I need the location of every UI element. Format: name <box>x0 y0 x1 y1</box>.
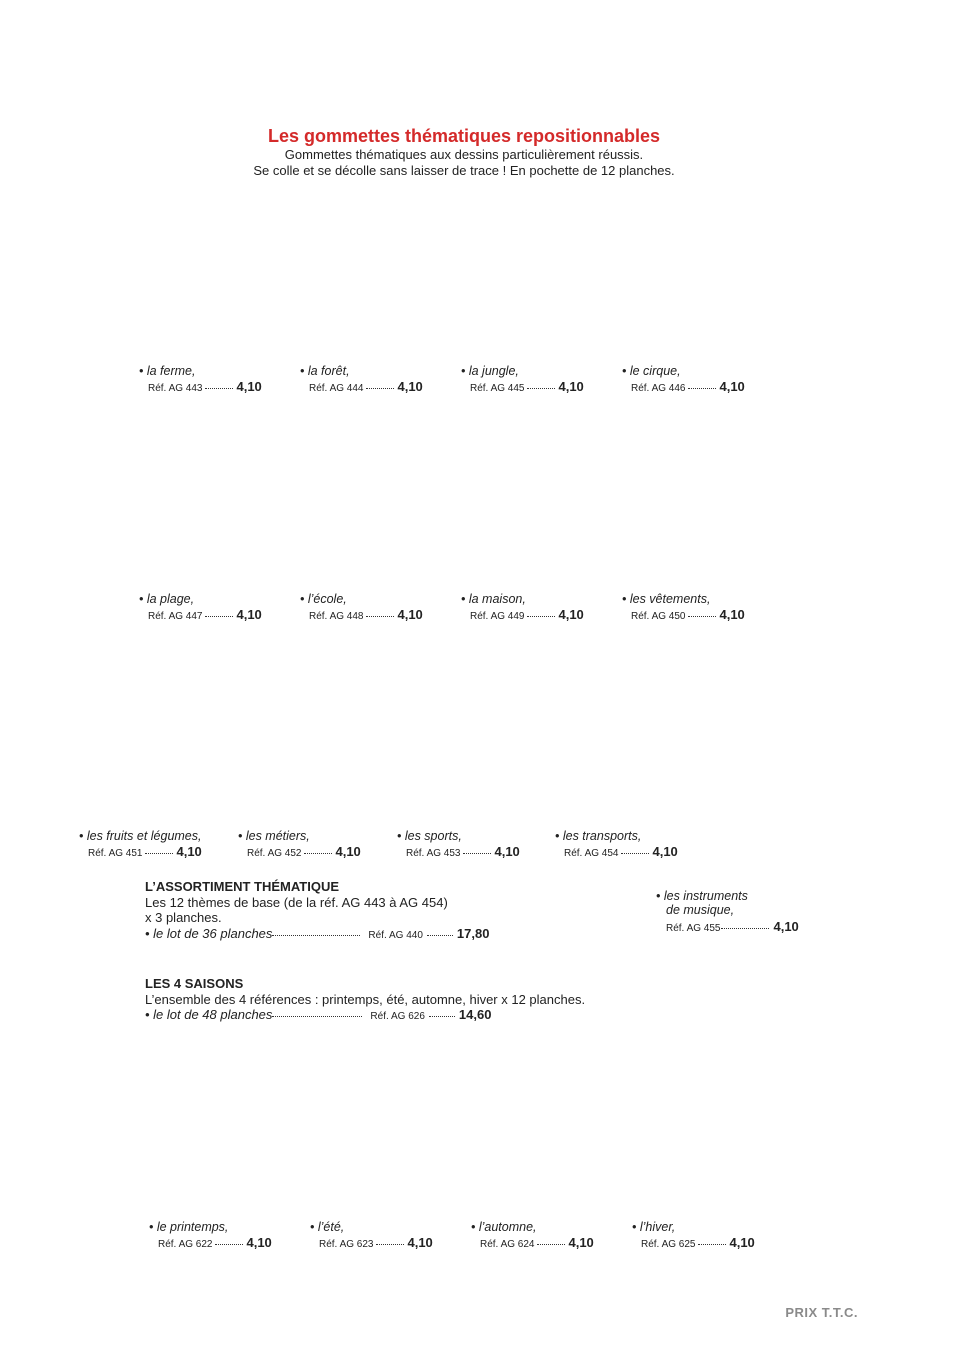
product-name: • la plage, <box>139 592 195 606</box>
product-name: • la jungle, <box>461 364 519 378</box>
product-name: • les instruments <box>656 889 748 903</box>
product-item <box>461 592 611 622</box>
product-ref-line <box>631 607 772 622</box>
product-price: 4,10 <box>407 1235 433 1250</box>
product-price: 4,10 <box>246 1235 272 1250</box>
product-ref-line <box>666 919 836 934</box>
product-ref-line <box>641 1235 782 1250</box>
product-item <box>149 1220 299 1250</box>
assortiment-line-2: x 3 planches. <box>145 910 222 925</box>
product-item <box>300 364 450 394</box>
product-item <box>238 829 388 859</box>
leader-dots <box>205 609 233 617</box>
lot-ref: Réf. AG 440 <box>368 930 423 941</box>
product-ref: Réf. AG 448 <box>309 611 364 622</box>
product-item <box>300 592 450 622</box>
product-ref-line <box>470 607 611 622</box>
product-ref: Réf. AG 622 <box>158 1239 213 1250</box>
product-name: • l’été, <box>310 1220 345 1234</box>
product-ref-line <box>247 844 388 859</box>
leader-dots <box>527 609 555 617</box>
product-price: 4,10 <box>558 607 584 622</box>
product-item <box>79 829 229 859</box>
leader-dots <box>376 1237 404 1245</box>
product-ref-line <box>148 379 289 394</box>
saisons-line-1: L’ensemble des 4 références : printemps, été, automne, hiver x 12 planches. <box>145 992 586 1007</box>
product-price: 4,10 <box>568 1235 594 1250</box>
leader-dots <box>215 1237 243 1245</box>
product-price: 4,10 <box>335 844 361 859</box>
product-ref: Réf. AG 447 <box>148 611 203 622</box>
leader-dots <box>688 381 716 389</box>
product-price: 4,10 <box>236 607 262 622</box>
product-item <box>632 1220 782 1250</box>
product-item <box>139 364 289 394</box>
product-price: 4,10 <box>719 607 745 622</box>
leader-dots <box>272 928 360 936</box>
product-name: • l’école, <box>300 592 347 606</box>
leader-dots <box>463 846 491 854</box>
lot-ref: Réf. AG 626 <box>370 1011 425 1022</box>
product-ref: Réf. AG 450 <box>631 611 686 622</box>
leader-dots <box>427 928 453 936</box>
product-ref-line <box>148 607 289 622</box>
leader-dots <box>429 1009 455 1017</box>
leader-dots <box>304 846 332 854</box>
product-name: • la maison, <box>461 592 526 606</box>
price-note: PRIX T.T.C. <box>785 1305 858 1320</box>
product-ref: Réf. AG 449 <box>470 611 525 622</box>
product-name: • les vêtements, <box>622 592 711 606</box>
assortiment-lot-line <box>145 926 489 941</box>
product-name: • les transports, <box>555 829 642 843</box>
product-ref: Réf. AG 443 <box>148 383 203 394</box>
product-price: 4,10 <box>236 379 262 394</box>
leader-dots <box>366 609 394 617</box>
lot-price: 14,60 <box>458 1007 492 1022</box>
product-ref: Réf. AG 446 <box>631 383 686 394</box>
lot-name: • le lot de 48 planches <box>145 1007 273 1022</box>
product-ref-line <box>319 1235 460 1250</box>
product-item <box>471 1220 621 1250</box>
lot-name: • le lot de 36 planches <box>145 926 273 941</box>
leader-dots <box>145 846 173 854</box>
product-name: • l’automne, <box>471 1220 537 1234</box>
product-price: 4,10 <box>773 919 799 934</box>
saisons-title: LES 4 SAISONS <box>145 976 244 991</box>
product-ref-line <box>406 844 547 859</box>
product-ref: Réf. AG 624 <box>480 1239 535 1250</box>
product-price: 4,10 <box>719 379 745 394</box>
product-ref: Réf. AG 623 <box>319 1239 374 1250</box>
product-name: • les sports, <box>397 829 462 843</box>
product-name: • le cirque, <box>622 364 681 378</box>
leader-dots <box>205 381 233 389</box>
product-ref-line <box>158 1235 299 1250</box>
product-ref-line <box>309 607 450 622</box>
intro-line-1: Gommettes thématiques aux dessins particulièrement réussis. <box>284 147 644 162</box>
product-ref: Réf. AG 444 <box>309 383 364 394</box>
leader-dots <box>688 609 716 617</box>
product-item <box>622 592 772 622</box>
lot-price: 17,80 <box>456 926 490 941</box>
product-item <box>461 364 611 394</box>
leader-dots <box>537 1237 565 1245</box>
product-ref: Réf. AG 454 <box>564 848 619 859</box>
product-item <box>397 829 547 859</box>
product-ref-line <box>631 379 772 394</box>
product-name: • les métiers, <box>238 829 310 843</box>
product-price: 4,10 <box>397 379 423 394</box>
leader-dots <box>621 846 649 854</box>
product-ref: Réf. AG 451 <box>88 848 143 859</box>
leader-dots <box>721 921 769 929</box>
leader-dots <box>527 381 555 389</box>
assortiment-line-1: Les 12 thèmes de base (de la réf. AG 443 à AG 454) <box>145 895 448 910</box>
product-ref: Réf. AG 625 <box>641 1239 696 1250</box>
product-item-instruments <box>656 889 836 934</box>
product-ref-line <box>564 844 705 859</box>
product-item <box>139 592 289 622</box>
product-ref: Réf. AG 455 <box>666 923 721 934</box>
product-name: • le printemps, <box>149 1220 229 1234</box>
assortiment-title: L’ASSORTIMENT THÉMATIQUE <box>145 879 340 894</box>
leader-dots <box>366 381 394 389</box>
product-price: 4,10 <box>558 379 584 394</box>
product-price: 4,10 <box>397 607 423 622</box>
product-price: 4,10 <box>729 1235 755 1250</box>
intro-line-2: Se colle et se décolle sans laisser de trace ! En pochette de 12 planches. <box>253 163 675 178</box>
product-name: • la forêt, <box>300 364 350 378</box>
product-name-cont: de musique, <box>666 903 735 917</box>
product-ref: Réf. AG 452 <box>247 848 302 859</box>
product-ref: Réf. AG 453 <box>406 848 461 859</box>
leader-dots <box>272 1009 362 1017</box>
saisons-lot-line <box>145 1007 491 1022</box>
product-ref: Réf. AG 445 <box>470 383 525 394</box>
product-ref-line <box>480 1235 621 1250</box>
product-item <box>622 364 772 394</box>
product-name: • l’hiver, <box>632 1220 676 1234</box>
product-name: • la ferme, <box>139 364 196 378</box>
product-ref-line <box>88 844 229 859</box>
product-ref-line <box>470 379 611 394</box>
product-price: 4,10 <box>176 844 202 859</box>
product-ref-line <box>309 379 450 394</box>
product-name: • les fruits et légumes, <box>79 829 202 843</box>
leader-dots <box>698 1237 726 1245</box>
product-item <box>555 829 705 859</box>
product-item <box>310 1220 460 1250</box>
product-price: 4,10 <box>652 844 678 859</box>
product-price: 4,10 <box>494 844 520 859</box>
page-title: Les gommettes thématiques repositionnables <box>267 126 661 146</box>
